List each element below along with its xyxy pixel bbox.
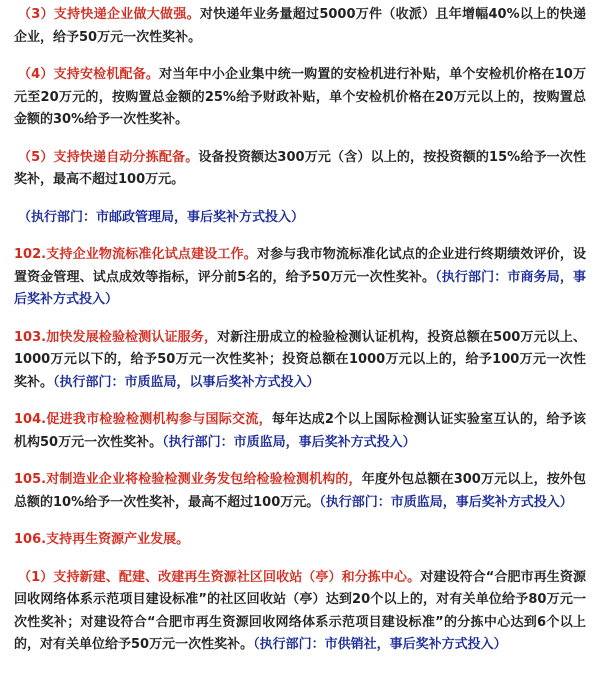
item-heading: （4）支持安检机配备。	[18, 67, 160, 82]
item-text: 对新注册成立的检验检测认证机构，投资总额在500万元以上、1000万元以下的，给予50万元一次性奖补；投资总额在1000万元以上的，给予100万元一次性奖补。	[14, 329, 587, 390]
item-heading: 102.支持企业物流标准化试点建设工作。	[14, 247, 257, 262]
item-heading: （3）支持快递企业做大做强。	[18, 7, 200, 22]
department-note: （执行部门：市质监局，事后奖补方式投入）	[162, 434, 416, 450]
department-note: （执行部门：市商务局，事后奖补方式投入）	[14, 269, 586, 307]
department-note: （执行部门：市邮政管理局，事后奖补方式投入）	[18, 209, 305, 225]
item-heading: （1）支持新建、配建、改建再生资源社区回收站（亭）和分拣中心。	[18, 569, 421, 585]
item-heading: 106.支持再生资源产业发展。	[14, 532, 190, 547]
department-note: （执行部门：市质监局，事后奖补方式投入）	[319, 494, 573, 510]
policy-item-106-1	[14, 567, 586, 657]
item-text: 对当年中小企业集中统一购置的安检机进行补贴，单个安检机价格在10万元至20万元的，按购置总金额的25%给予财政补贴，单个安检机价格在20万元以上的，按购置总金额的30%给予一次性奖补。	[14, 67, 587, 127]
department-note: （执行部门：市供销社，事后奖补方式投入）	[253, 637, 507, 652]
policy-item-105	[14, 469, 586, 514]
item-heading: 105.对制造业企业将检验检测业务发包给检验检测机构的，	[14, 472, 362, 487]
policy-item-3	[14, 4, 586, 49]
item-text: 对快递年业务量超过5000万件（收派）且年增幅40%以上的快递企业，给予50万元一次性奖补。	[14, 7, 586, 45]
item-text: 对建设符合“合肥市再生资源回收网络体系示范项目建设标准”的社区回收站（亭）达到20个以上的，对有关单位给予80万元一次性奖补；对建设符合“合肥市再生资源回收网络体系示范项目建设标准”的分拣中心达到6个以上的，对有关单位给予50万元一次性奖补。	[14, 569, 587, 652]
item-text: 年度外包总额在300万元以上，按外包总额的10%给予一次性奖补，最高不超过100万元。	[14, 472, 587, 510]
item-heading: 103.加快发展检验检测认证服务，	[14, 329, 218, 345]
item-text: 每年达成2个以上国际检测认证实验室互认的，给予该机构50万元一次性奖补。	[14, 412, 587, 450]
policy-item-103	[14, 327, 586, 395]
policy-item-102	[14, 244, 586, 312]
policy-item-4	[14, 64, 586, 132]
item-heading: （5）支持快递自动分拣配备。	[18, 149, 199, 165]
policy-item-106	[14, 529, 586, 552]
policy-item-5	[14, 147, 586, 192]
item-heading: 104.促进我市检验检测机构参与国际交流，	[14, 412, 272, 427]
policy-item-5-department	[14, 207, 586, 230]
item-text: 对参与我市物流标准化试点的企业进行终期绩效评价，设置资金管理、试点成效等指标，评分前5名的，给予50万元一次性奖补。	[14, 247, 586, 285]
department-note: （执行部门：市质监局，以事后奖补方式投入）	[53, 374, 320, 390]
policy-item-104	[14, 409, 586, 454]
item-text: 设备投资额达300万元（含）以上的，按投资额的15%给予一次性奖补，最高不超过100万元。	[14, 149, 586, 187]
